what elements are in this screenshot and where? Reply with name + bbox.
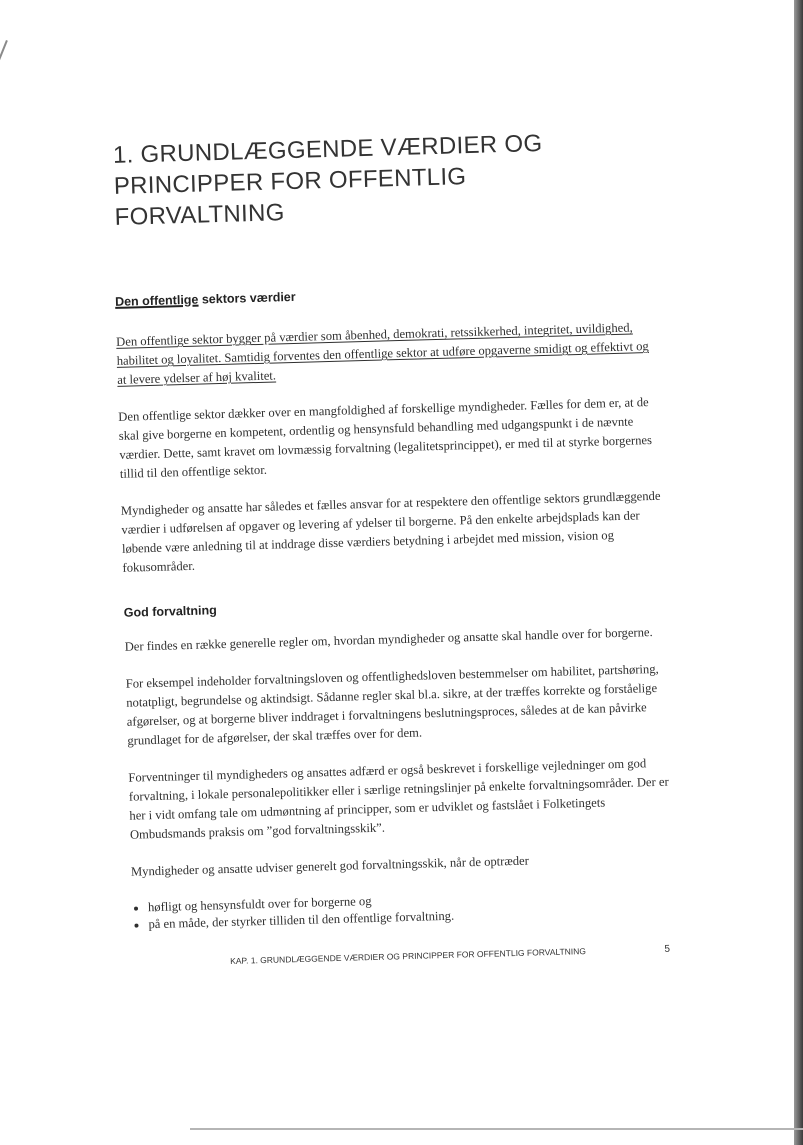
section-heading-values <box>115 280 655 309</box>
section-heading-good-admin: God forvaltning <box>123 603 217 620</box>
list-item: • høfligt og hensynsfuldt over for borgerne og <box>148 885 672 917</box>
paragraph-values-2: Den offentlige sektor dækker over en mangfoldighed af forskellige myndigheder. Fælles for dem er, at de skal give borgerne en kompetent, ordentlig og hensynsfuld behandling med udgangspunkt i de nævnte værdier. Dette, samt kravet om lovmæssig forvaltning (legalitetsprincippet), er med til at styrke borgernes tillid til den offentlige sektor. <box>118 395 653 481</box>
paragraph-admin-3: Forventninger til myndigheders og ansattes adfærd er også beskrevet i forskellige vejledninger om god forvaltning, i lokale personalepolitikker eller i særlige retningslinjer på enkelte forvaltningsområder. Der er her i vidt omfang tale om udmøntning af principper, som er udviklet og fastslået i Folketingets Ombudsmands praksis om ”god forvaltningsskik”. <box>128 756 669 842</box>
document-page <box>110 105 673 934</box>
scan-artifact-line <box>0 40 8 198</box>
list-item: • på en måde, der styrker tilliden til den offentlige forvaltning. <box>148 902 672 934</box>
paragraph-admin-1: Der findes en række generelle regler om, hvordan myndigheder og ansatte skal handle over for borgerne. <box>124 625 653 654</box>
paragraph-values-1: Den offentlige sektor bygger på værdier som åbenhed, demokrati, retssikkerhed, integritet, uvildighed, habilitet og loyalitet. Samtidig forventes den offentlige sektor at udføre opgaverne smidigt og effektivt og at levere ydelser af høj kvalitet. <box>116 320 649 387</box>
heading-rest: sektors værdier <box>198 289 296 307</box>
running-title: KAP. 1. GRUNDLÆGGENDE VÆRDIER OG PRINCIPPER FOR OFFENTLIG FORVALTNING <box>230 946 587 966</box>
paragraph-admin-2: For eksempel indeholder forvaltningsloven og offentlighedsloven bestemmelser om habilitet, partshøring, notatpligt, begrundelse og aktindsigt. Sådanne regler skal bl.a. sikre, at der træffes korrekte og forståelige afgørelser, og at borgerne bliver inddraget i forvaltningens beslutningsproces, således at de kan påvirke grundlaget for de afgørelser, der skal træffes over for dem. <box>125 661 659 748</box>
page-number: 5 <box>664 943 671 955</box>
scan-bottom-edge <box>190 1128 803 1130</box>
bullet-list <box>132 885 673 934</box>
chapter-title: 1. GRUNDLÆGGENDE VÆRDIER OG PRINCIPPER FOR OFFENTLIG FORVALTNING <box>112 129 543 231</box>
scan-edge <box>794 0 803 1145</box>
page-footer <box>230 944 670 967</box>
heading-underlined-part: Den offentlige <box>114 292 199 309</box>
paragraph-values-3: Myndigheder og ansatte har således et fælles ansvar for at respektere den offentlige sektors grundlæggende værdier i udførelsen af opgaver og levering af ydelser til borgerne. På den enkelte arbejdsplads kan der løbende være anledning til at inddrage disse værdiers betydning i arbejdet med mission, vision og fokusområder. <box>120 488 661 575</box>
paragraph-admin-4: Myndigheder og ansatte udviser generelt god forvaltningsskik, når de optræder <box>130 853 530 879</box>
